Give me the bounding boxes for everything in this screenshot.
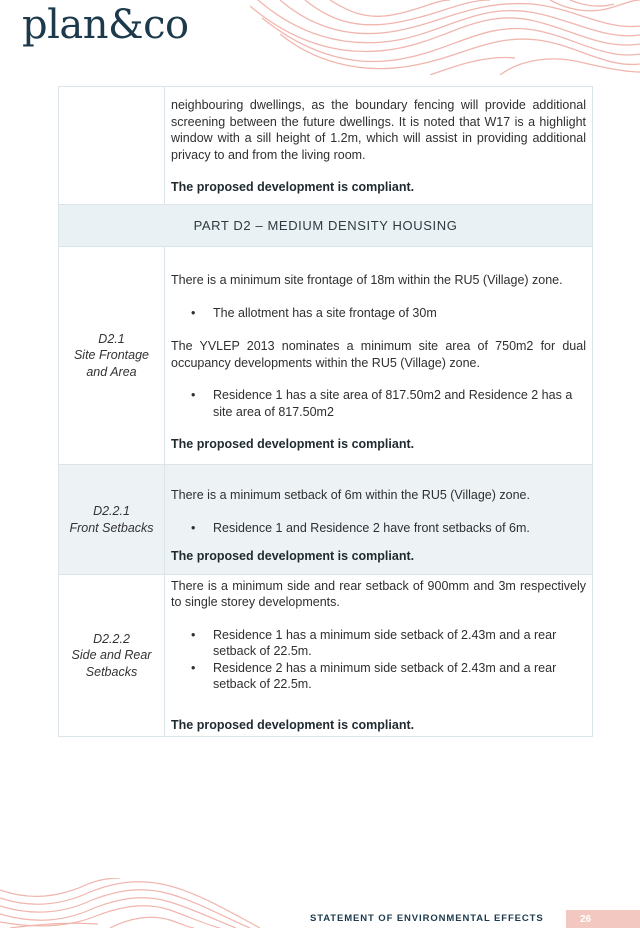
table-row-d2-1	[59, 247, 593, 465]
row-content-d2-2-1	[165, 465, 593, 575]
bullet-list	[171, 305, 586, 322]
row-content-d2-1	[165, 247, 593, 465]
company-logo: plan&co	[22, 2, 189, 48]
compliance-statement: The proposed development is compliant.	[171, 717, 415, 732]
section-heading-row	[59, 205, 593, 247]
compliance-statement: The proposed development is compliant.	[171, 180, 415, 195]
page-number-badge: 26	[566, 910, 640, 928]
site-area-paragraph: The YVLEP 2013 nominates a minimum site area of 750m2 for dual occupancy developments within the RU5 (Village) zone.	[171, 339, 586, 370]
compliance-statement: The proposed development is compliant.	[171, 437, 415, 452]
frontage-paragraph: There is a minimum site frontage of 18m within the RU5 (Village) zone.	[171, 273, 563, 288]
section-heading: PART D2 – MEDIUM DENSITY HOUSING	[59, 205, 593, 247]
list-item: • Residence 2 has a minimum side setback of 2.43m and a rear setback of 22.5m.	[191, 660, 586, 693]
clause-title: Front Setbacks	[69, 520, 154, 535]
footer-document-title: STATEMENT OF ENVIRONMENTAL EFFECTS	[310, 913, 544, 924]
row-label-d2-2-1	[59, 465, 165, 575]
row-label-d2-1	[59, 247, 165, 465]
bullet-list	[171, 520, 586, 537]
clause-code: D2.2.2	[93, 631, 130, 646]
table-row-continuation	[59, 87, 593, 205]
clause-code: D2.1	[98, 331, 125, 346]
continuation-paragraph: neighbouring dwellings, as the boundary fencing will provide additional screening between the future dwellings. It is noted that W17 is a highlight window with a sill height of 1.2m, which will assist in providing additional privacy to and from the living room.	[171, 98, 586, 162]
topographic-lines-decoration-bottom	[0, 878, 260, 928]
bullet-list	[171, 387, 586, 420]
side-rear-setback-paragraph: There is a minimum side and rear setback of 900mm and 3m respectively to single storey developments.	[171, 578, 586, 610]
row-content	[165, 87, 593, 205]
table-row-d2-2-1	[59, 465, 593, 575]
compliance-statement: The proposed development is compliant.	[171, 549, 415, 564]
clause-title-line2: and Area	[86, 364, 137, 379]
row-content-d2-2-2	[165, 575, 593, 737]
row-label-empty	[59, 87, 165, 205]
list-item: • Residence 1 and Residence 2 have front setbacks of 6m.	[191, 520, 586, 537]
clause-title-line2: Setbacks	[85, 664, 138, 679]
bullet-list	[171, 627, 586, 693]
clause-title-line1: Site Frontage	[73, 348, 150, 363]
topographic-lines-decoration	[250, 0, 640, 75]
requirements-table	[58, 86, 593, 737]
list-item: • Residence 1 has a minimum side setback of 2.43m and a rear setback of 22.5m.	[191, 627, 586, 660]
clause-code: D2.2.1	[93, 504, 130, 518]
list-item: • Residence 1 has a site area of 817.50m2 and Residence 2 has a site area of 817.50m2	[191, 387, 586, 420]
row-label-d2-2-2	[59, 575, 165, 737]
front-setback-paragraph: There is a minimum setback of 6m within the RU5 (Village) zone.	[171, 488, 530, 503]
list-item: • The allotment has a site frontage of 30m	[191, 305, 586, 322]
clause-title-line1: Side and Rear	[71, 648, 152, 663]
table-row-d2-2-2	[59, 575, 593, 737]
